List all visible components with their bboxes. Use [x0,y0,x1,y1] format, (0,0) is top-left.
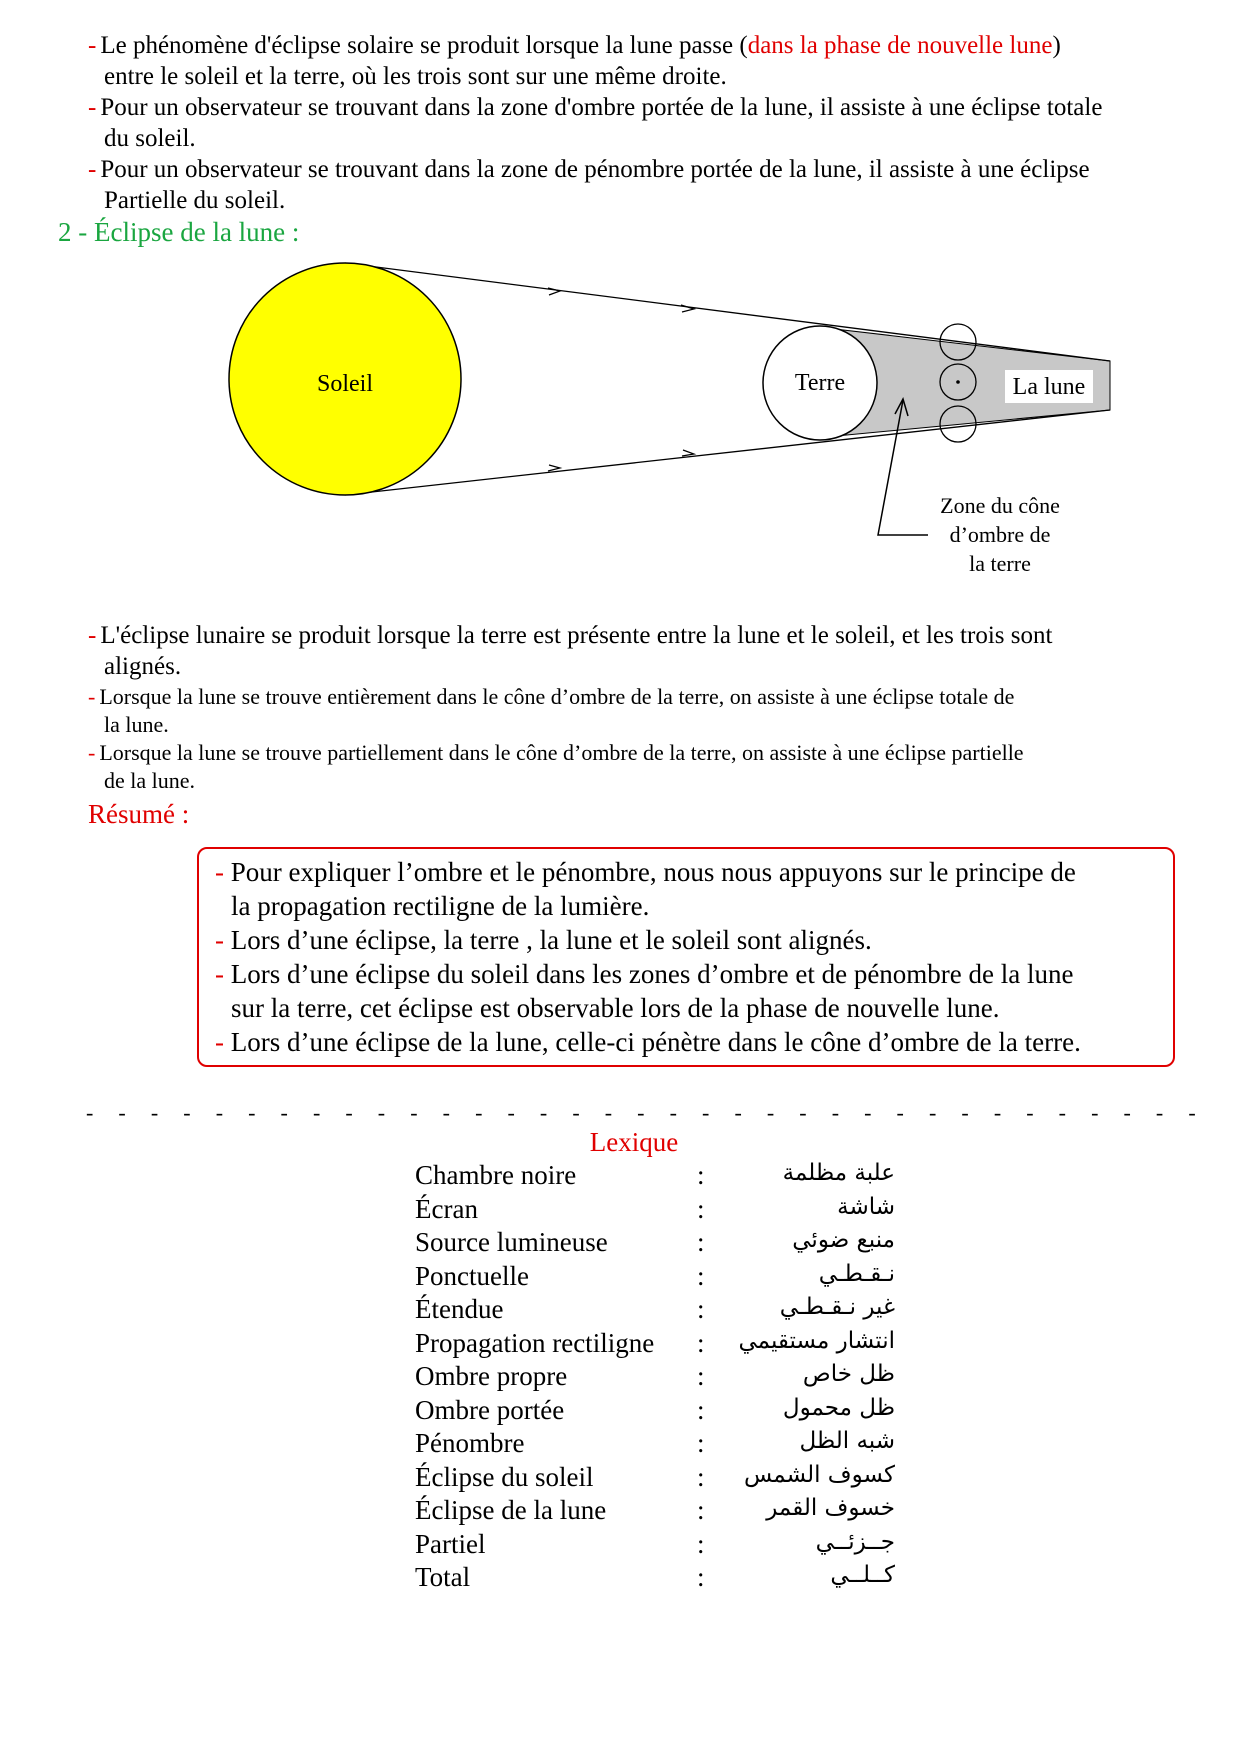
ray-arrow [682,450,694,456]
lexique-colon: : [697,1227,705,1257]
lexique-term-fr: Source lumineuse [415,1227,608,1257]
lexique-term-fr: Étendue [415,1294,504,1324]
separator-dash: - [1091,1100,1099,1125]
separator-dash: - [637,1100,645,1125]
lexique-term-fr: Ponctuelle [415,1260,529,1291]
solar-item-3: - Pour un observateur se trouvant dans la zone de pénombre portée de la lune, il assiste à une éclipse Partielle du soleil. [88,156,1090,214]
separator-dash: - [475,1100,483,1125]
lexique-row [415,1529,895,1563]
separator-dash: - [928,1100,937,1125]
lexique-term-fr: Écran [415,1193,478,1224]
lunar-item-3: - Lorsque la lune se trouve partiellement dans le cône d’ombre de la terre, on assiste à une éclipse partielle de la lune. [88,740,1024,793]
separator-dash: - [215,1100,224,1125]
lexique-colon: : [697,1294,705,1324]
lexique-term-fr: Éclipse du soleil [415,1461,594,1492]
separator-dash: - [1026,1100,1034,1125]
lexique-colon: : [697,1160,705,1190]
new-moon-highlight: dans la phase de nouvelle lune [747,32,1053,59]
lunar-item-2: - Lorsque la lune se trouve entièrement dans le cône d’ombre de la terre, on assiste à une éclipse totale de la lune. [88,684,1015,737]
lexique-row [415,1462,895,1496]
zone-label-line-1: Zone du cône [940,493,1060,518]
separator-dash: - [118,1100,126,1125]
bullet-dash: - [88,684,96,709]
lexique-term-ar: نـقـطـي [818,1260,895,1287]
lexique-term-fr: Chambre noire [415,1160,577,1190]
separator-dash: - [604,1100,613,1125]
separator-dash: - [280,1100,288,1125]
lexique-term-ar: غير نـقـطـي [779,1294,895,1320]
lexique-row [415,1261,895,1295]
lexique-row [415,1160,895,1194]
lexique-colon: : [697,1361,705,1391]
lexique-colon: : [697,1495,705,1525]
lexique-term-fr: Éclipse de la lune [415,1495,607,1525]
lexique-colon: : [697,1562,705,1592]
lunar-item-1: - L'éclipse lunaire se produit lorsque la terre est présente entre la lune et le soleil, et les trois sont alignés. [88,622,1053,680]
separator-dash: - [993,1100,1002,1125]
lexique-row [415,1495,895,1529]
solar-item-2: - Pour un observateur se trouvant dans la zone d'ombre portée de la lune, il assiste à une éclipse totale du soleil. [88,94,1103,152]
separator-dash: - [831,1100,840,1125]
resume-line: - Pour expliquer l’ombre et le pénombre, nous nous appuyons sur le principe de [215,857,1076,887]
lexique-term-fr: Pénombre [415,1428,525,1458]
separator-dash: - [1123,1100,1131,1125]
lexique-colon: : [697,1260,705,1291]
lexique-term-ar: ظل خاص [802,1361,895,1387]
separator-dash: - [572,1100,580,1125]
lexique-colon: : [697,1528,705,1559]
lexique-row [415,1194,895,1228]
separator-dash: - [961,1100,969,1125]
separator-dash: - [669,1100,677,1125]
separator-dash: - [312,1100,321,1125]
separator-dash: - [410,1100,418,1125]
zone-label-line-3: la terre [969,551,1031,576]
moon-center-dot [956,380,960,384]
lexique-term-ar: كــلــي [830,1562,895,1588]
resume-line: - Lors d’une éclipse du soleil dans les zones d’ombre et de pénombre de la lune [215,959,1074,989]
solar-item-1: - Le phénomène d'éclipse solaire se produit lorsque la lune passe (dans la phase de nouvelle lune) entre le soleil et la terre, où les trois sont sur une même droite. [88,32,1061,90]
resume-line: sur la terre, cet éclipse est observable lors de la phase de nouvelle lune. [231,993,1000,1023]
bullet-dash: - [88,740,96,765]
lexique-term-fr: Propagation rectiligne [415,1327,655,1358]
lexique-term-fr: Partiel [415,1528,486,1559]
lexique-colon: : [697,1394,705,1425]
separator-dash: - [1188,1100,1196,1125]
lexique-term-ar: جــزئــي [815,1528,895,1555]
separator-dash: - [864,1100,872,1125]
bullet-dash: - [88,32,97,59]
lexique-term-ar: انتشار مستقيمي [738,1327,895,1354]
lexique-term-fr: Ombre propre [415,1361,568,1391]
lexique-term-ar: ظل محمول [782,1394,895,1421]
separator-dash: - [1155,1100,1164,1125]
lexique-term-ar: شبه الظل [799,1428,895,1454]
lexique-row [415,1328,895,1362]
separator-dash: - [1058,1100,1066,1125]
separator-dash: - [150,1100,159,1125]
dashed-separator [86,1100,1196,1126]
moon-label: La lune [1012,374,1086,400]
bullet-dash: - [88,94,97,121]
earth-label: Terre [794,370,846,396]
lexique-row [415,1395,895,1429]
separator-dash: - [702,1100,710,1125]
separator-dash: - [377,1100,386,1125]
lexique-term-ar: كسوف الشمس [743,1461,895,1488]
resume-box [197,847,1175,1067]
lexique-term-ar: منبع ضوئي [792,1227,895,1253]
ray-top [345,263,1110,361]
resume-line: - Lors d’une éclipse, la terre , la lune et le soleil sont alignés. [215,925,872,955]
bullet-dash: - [88,156,97,183]
lexique-colon: : [697,1461,705,1492]
lexique-term-ar: علبة مظلمة [782,1160,895,1186]
ray-bottom [345,410,1110,495]
lexique-term-ar: خسوف القمر [766,1495,895,1521]
separator-dash: - [248,1100,256,1125]
zone-label-line-2: d’ombre de [949,522,1051,547]
sun-label: Soleil [316,371,374,397]
section-heading-lunar-eclipse: 2 - Éclipse de la lune : [58,217,300,247]
resume-line: la propagation rectiligne de la lumière. [231,891,650,921]
bullet-dash: - [88,622,97,649]
ray-arrow [681,305,694,312]
lexique-title: Lexique [589,1127,679,1157]
separator-dash: - [345,1100,353,1125]
lexique-row [415,1294,895,1328]
separator-dash: - [734,1100,742,1125]
separator-dash: - [442,1100,450,1125]
lexique-colon: : [697,1428,705,1458]
separator-dash: - [896,1100,904,1125]
lexique-colon: : [697,1327,705,1358]
lexique-term-fr: Total [415,1562,471,1592]
lunar-eclipse-diagram [0,0,1240,600]
lexique-row [415,1361,895,1395]
lexique-row [415,1428,895,1462]
lexique-term-fr: Ombre portée [415,1394,565,1425]
resume-title: Résumé : [88,799,190,829]
lexique-row [415,1227,895,1261]
ray-arrow [548,288,560,295]
separator-dash: - [799,1100,807,1125]
lexique-term-ar: شاشة [837,1193,895,1220]
lexique-row [415,1562,895,1596]
separator-dash: - [86,1100,94,1125]
ray-arrow [548,465,560,471]
separator-dash: - [766,1100,775,1125]
lexique-colon: : [697,1193,705,1224]
separator-dash: - [507,1100,515,1125]
resume-line: - Lors d’une éclipse de la lune, celle-ci pénètre dans le cône d’ombre de la terre. [215,1027,1081,1057]
separator-dash: - [539,1100,548,1125]
separator-dash: - [183,1100,191,1125]
